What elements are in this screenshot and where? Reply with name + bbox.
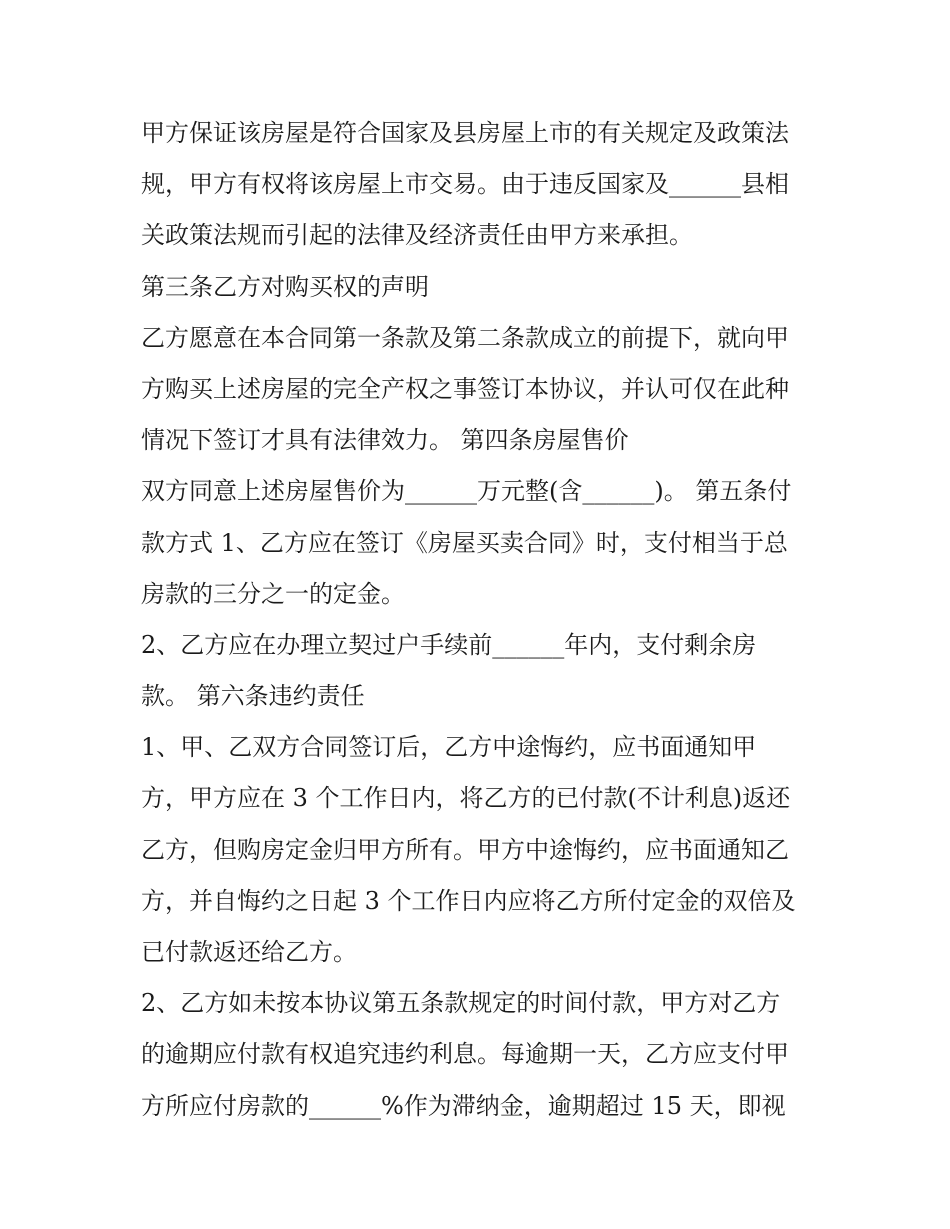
text-line: 规，甲方有权将该房屋上市交易。由于违反国家及______县相 (141, 170, 789, 199)
section-heading-purchase-right: 第三条乙方对购买权的声明 (141, 272, 429, 301)
text-line: 已付款返还给乙方。 (141, 938, 357, 966)
text-line: 款。 第六条违约责任 (141, 682, 365, 711)
text-line: 情况下签订才具有法律效力。 第四条房屋售价 (141, 426, 629, 455)
text-line: 2、乙方应在办理立契过户手续前______年内，支付剩余房 (141, 630, 757, 659)
text-line: 关政策法规而引起的法律及经济责任由甲方来承担。 (141, 221, 693, 250)
text-line: 方，甲方应在 3 个工作日内，将乙方的已付款(不计利息)返还 (141, 784, 791, 813)
text-line: 房款的三分之一的定金。 (141, 579, 405, 608)
contract-text (141, 108, 821, 1132)
text-line: 乙方，但购房定金归甲方所有。甲方中途悔约，应书面通知乙 (141, 835, 789, 864)
text-line: 方，并自悔约之日起 3 个工作日内应将乙方所付定金的双倍及 (141, 886, 796, 915)
text-line: 2、乙方如未按本协议第五条款规定的时间付款，甲方对乙方 (141, 989, 781, 1018)
text-line: 款方式 1、乙方应在签订《房屋买卖合同》时，支付相当于总 (141, 528, 788, 557)
text-line: 的逾期应付款有权追究违约利息。每逾期一天，乙方应支付甲 (141, 1040, 789, 1069)
text-line: 甲方保证该房屋是符合国家及县房屋上市的有关规定及政策法 (141, 119, 789, 147)
text-line: 方所应付房款的______%作为滞纳金，逾期超过 15 天，即视 (141, 1091, 786, 1120)
text-line: 1、甲、乙双方合同签订后，乙方中途悔约，应书面通知甲 (141, 733, 757, 762)
text-line: 乙方愿意在本合同第一条款及第二条款成立的前提下，就向甲 (141, 323, 789, 352)
text-line: 方购买上述房屋的完全产权之事签订本协议，并认可仅在此种 (141, 374, 789, 403)
text-line: 双方同意上述房屋售价为______万元整(含______)。 第五条付 (141, 477, 792, 506)
